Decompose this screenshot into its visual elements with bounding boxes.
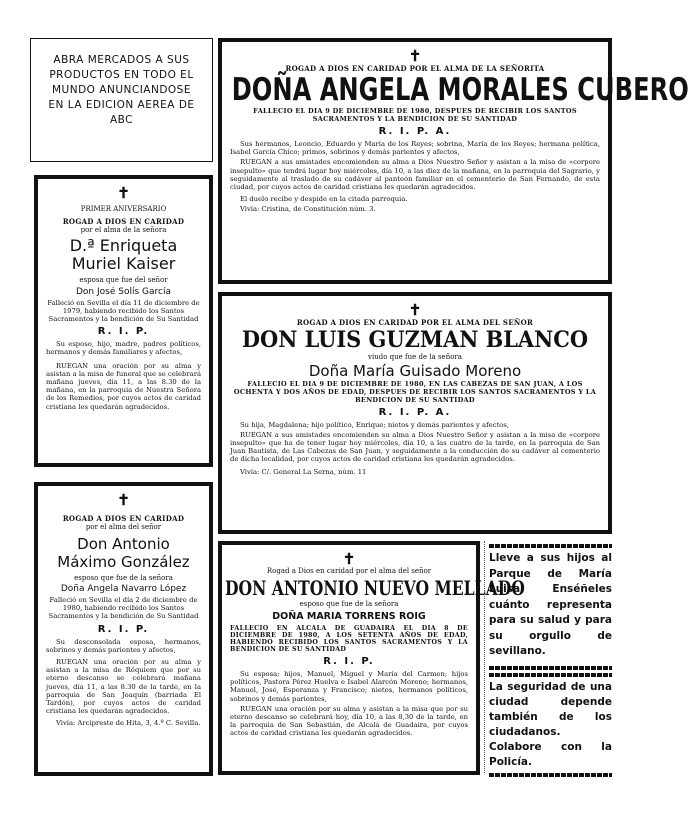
lead: ROGAD A DIOS EN CARIDAD: [62, 216, 185, 226]
death-notice: FALLECIO EN ALCALA DE GUADAIRA EL DIA 8 DE DICIEMBRE DE 1980, A LOS SETENTA AÑOS DE EDAD, HABIENDO RECIBIDO LOS SANTOS SACRAMENTOS Y LA BENDICION DE SU SANTIDAD: [230, 625, 468, 653]
lead-2: por el alma del señor: [85, 523, 162, 531]
mourners: Su esposo, hijo, madre, padres políticos, hermanos y demás familiares y afectos,: [46, 340, 201, 357]
spouse-lead: esposa que fue del señor: [79, 276, 168, 284]
obituary-enriqueta-muriel: [34, 175, 213, 467]
address: Vivía: C/. General La Serna, núm. 11: [240, 467, 367, 476]
rip: R. I. P. A.: [378, 126, 452, 137]
mourners: Su desconsolada esposa, hermanos, sobrinos y demás parientes y afectos,: [46, 637, 201, 654]
address: Vivía: Arcipreste de Hita, 3, 4.º C. Sevilla.: [56, 719, 201, 728]
ad-column: [484, 541, 612, 773]
address: Vivía: Cristina, de Constitución núm. 3.: [240, 205, 376, 214]
lead: ROGAD A DIOS EN CARIDAD POR EL ALMA DE LA SEÑORITA: [285, 64, 545, 73]
divider: [489, 773, 612, 777]
rip: R. I. P.: [323, 656, 375, 667]
spouse-lead: viudo que fue de la señora: [368, 353, 462, 361]
lead-2: por el alma de la señora: [80, 225, 167, 234]
deceased-name: DON ANTONIO NUEVO MELLADO: [224, 575, 525, 600]
ad-edicion-aerea: [30, 38, 213, 162]
request: RUEGAN una oración por su alma y asistan a la misa de funeral que se celebrará mañana jueves, día 11, a las 8.30 de la mañana, en la parroquia de Nuestra Señora de los Remedios, por cuyos actos de caridad cristiana les quedarán agradecidos.: [46, 361, 201, 411]
spouse-name: Don José Solís García: [76, 286, 171, 297]
request: RUEGAN a sus amistades encomienden su alma a Dios Nuestro Señor y asistan a la misa de «corpore insepulto» que ha de tener lugar hoy miércoles, día 10, a las cuatro de la tarde, en la parroquia de San Juan Bautista, de Las Cabezas de San Juan, y seguidamente a la conducción de su cadáver al cementerio de dicha localidad, por cuyos actos de caridad cristiana les quedarán agradecidos.: [230, 430, 600, 464]
death-notice: FALLECIO EL DIA 9 DE DICIEMBRE DE 1980, DESPUES DE RECIBIR LOS SANTOS SACRAMENTOS Y LA BENDICION DE SU SANTIDAD: [253, 107, 577, 123]
mourners: Sus hermanos, Leoncio, Eduardo y María de los Reyes; sobrina, María de los Reyes; hermana política, Isabel García Chico; primos, sobrinos y demás parientes y afectos,: [230, 140, 600, 157]
request: RUEGAN una oración por su alma y asistan a la misa de Réquiem que por su eterno descanso se celebrará mañana jueves, día 11, a las 8.30 de la tarde, en la parroquia de San Joaquín (barriada El Tardón), por cuyos actos de caridad cristiana les quedarán agradecidos.: [46, 658, 201, 716]
mourners: Su esposa; hijos, Manuel, Miguel y María del Carmen; hijos políticos, Pastora Pérez Huelva e Isabel Alarcón Moreno; hermanos, Manuel, José, Esperanza y Francisco; nietos, hermanos políticos, sobrinos y demás parientes,: [230, 670, 468, 703]
deceased-name: DOÑA ANGELA MORALES CUBERO: [231, 72, 689, 108]
death-notice: FALLECIO EL DIA 9 DE DICIEMBRE DE 1980, EN LAS CABEZAS DE SAN JUAN, A LOS OCHENTA Y DOS AÑOS DE EDAD, DESPUES DE RECIBIR LOS SANTOS SACRAMENTOS Y LA BENDICION DE SU SANTIDAD: [233, 379, 597, 404]
duel-note: El duelo recibe y despide en la citada parroquia.: [240, 195, 408, 204]
divider: [489, 673, 612, 677]
lead: ROGAD A DIOS EN CARIDAD POR EL ALMA DEL SEÑOR: [296, 318, 534, 327]
ad-text: ABRA MERCADOS A SUS PRODUCTOS EN TODO EL MUNDO ANUNCIANDOSE EN LA EDICION AEREA DE ABC: [48, 54, 195, 126]
death-notice: Falleció en Sevilla el día 2 de diciembre de 1980, habiendo recibido los Santos Sacramentos y la bendición de Su Santidad: [48, 596, 199, 621]
request: RUEGAN una oración por su alma y asistan a la misa que por su eterno descanso se celebrará hoy, día 10, a las 8,30 de la tarde, en la parroquia de San Sebastián, de Alcalá de Guadaira, por cuyos actos de caridad cristiana les quedarán agradecidos.: [230, 704, 468, 738]
spouse-lead: esposo que fue de la señora: [299, 599, 399, 608]
ad-policia: La seguridad de una ciudad depende también de los ciudadanos. Colabore con la Policía.: [489, 680, 612, 768]
rip: R. I. P.: [97, 326, 150, 338]
obituary-luis-guzman: [218, 292, 612, 534]
anniversary: PRIMER ANIVERSARIO: [80, 205, 167, 213]
cross-icon: ✝: [117, 184, 130, 202]
spouse-name: DOÑA MARIA TORRENS ROIG: [272, 611, 426, 622]
ad-parque-maria-luisa: Lleve a sus hijos al Parque de María Luisa. Enséñeles cuánto representa para su salud y para su orgullo de sevillano.: [489, 552, 612, 657]
obituary-antonio-maximo: [34, 482, 213, 776]
spouse-name: Doña María Guisado Moreno: [308, 361, 522, 380]
spouse-name: Doña Angela Navarro López: [60, 584, 187, 594]
obituary-angela-morales: [218, 38, 689, 284]
request: RUEGAN a sus amistades encomienden su alma a Dios Nuestro Señor y asistan a la misa de «corpore insepulto» que tendrá lugar hoy miércoles, día 10, a las diez de la mañana, en la parroquia del Sagrario, y seguidamente al traslado de su cadáver al panteón familiar en el cementerio de San Fernando, de esta ciudad, por cuyos actos de caridad cristiana les quedarán agradecidos.: [230, 158, 600, 192]
death-notice: Falleció en Sevilla el día 11 de diciembre de 1979, habiendo recibido los Santos Sacramentos y la bendición de Su Santidad: [47, 298, 200, 323]
rip: R. I. P.: [97, 623, 150, 635]
deceased-name: Don Antonio Máximo González: [57, 534, 190, 571]
obituary-antonio-nuevo: [218, 541, 525, 775]
cross-icon: ✝: [342, 550, 356, 568]
deceased-name: DON LUIS GUZMAN BLANCO: [241, 327, 589, 353]
cross-icon: ✝: [408, 47, 422, 65]
lead: ROGAD A DIOS EN CARIDAD: [62, 514, 185, 523]
divider: [489, 666, 612, 670]
rip: R. I. P. A.: [378, 406, 452, 418]
lead: Rogad a Dios en caridad por el alma del señor: [266, 567, 432, 575]
deceased-name: D.ª Enriqueta Muriel Kaiser: [69, 236, 178, 273]
cross-icon: ✝: [408, 301, 422, 319]
divider: [489, 544, 612, 548]
spouse-lead: esposo que fue de la señora: [74, 573, 173, 582]
mourners: Su hija, Magdalena; hijo político, Enrique; nietos y demás parientes y afectos,: [240, 420, 509, 429]
cross-icon: ✝: [117, 491, 130, 509]
